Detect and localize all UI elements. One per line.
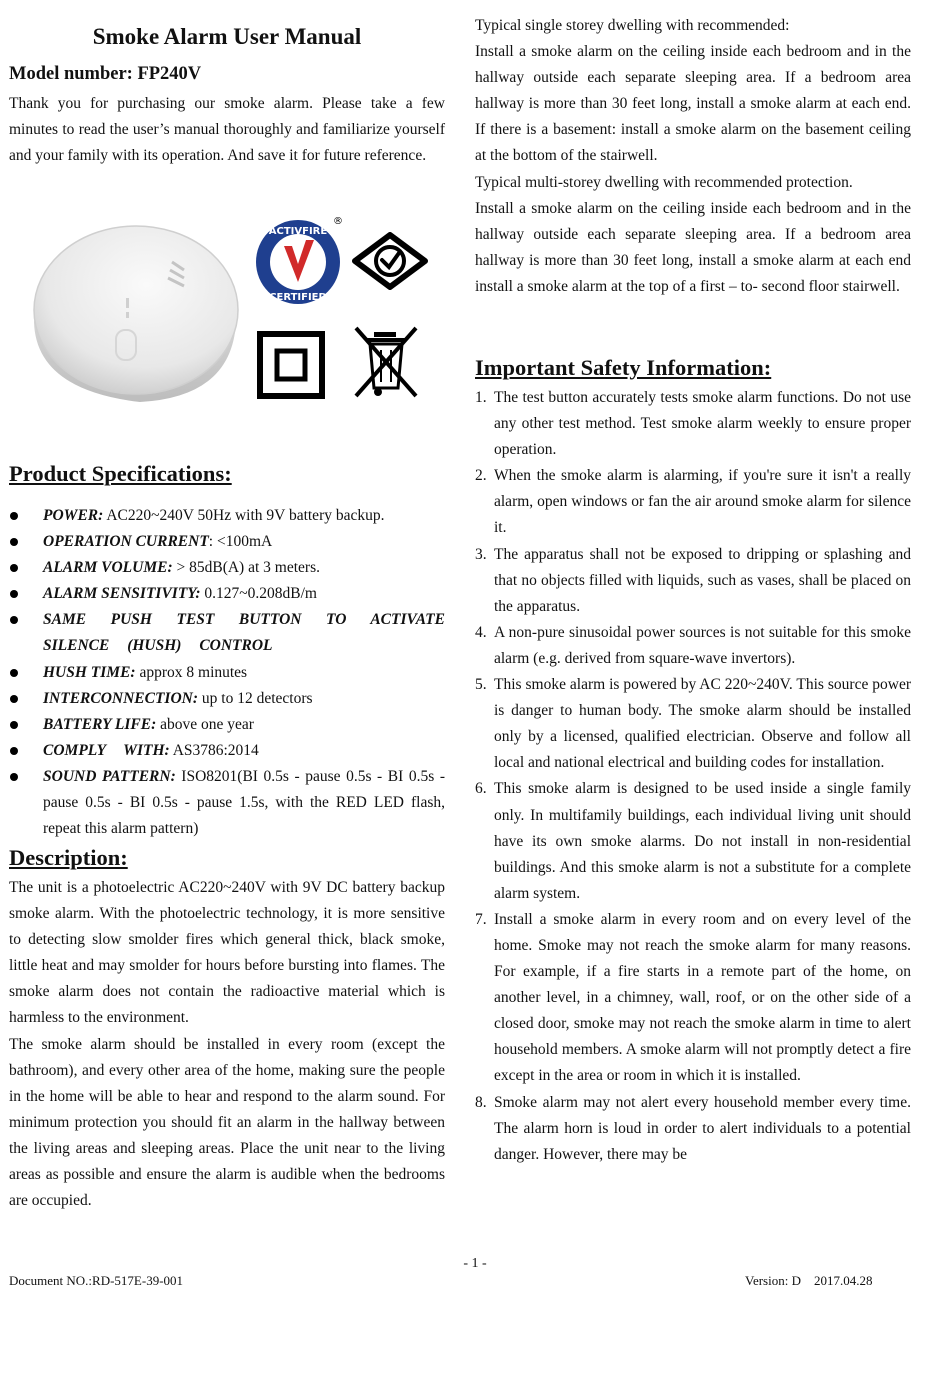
spec-label: BATTERY LIFE: xyxy=(43,715,157,733)
safety-item-text: This smoke alarm is designed to be used inside a single family only. In multifamily buildings, each individual living unit should have its own smoke alarms. Do not install in non-residential buildings. And this smoke alarm is not a substitute for a complete alarm system. xyxy=(494,780,911,902)
safety-item-text: This smoke alarm is powered by AC 220~240V. This source power is danger to human body. The smoke alarm should be installed only by a licensed, qualified electrician. Observe and follow all local and national electrical and building codes for installation. xyxy=(494,676,911,772)
spec-label: COMPLY WITH: xyxy=(43,741,170,759)
spec-value: 0.127~0.208dB/m xyxy=(200,585,317,603)
spec-value: up to 12 detectors xyxy=(198,689,313,707)
rcm-compliance-icon xyxy=(352,232,428,290)
description-paragraph-1: The unit is a photoelectric AC220~240V with 9V DC battery backup smoke alarm. With the photoelectric technology, it is more sensitive to detecting slow smolder fires which general thick, black smoke, little heat and may smolder for hours before bursting into flames. The smoke alarm does not contain the radioactive material which is harmless to the environment. xyxy=(9,879,445,1027)
safety-item-number: 8. xyxy=(475,1093,487,1111)
safety-item-text: Smoke alarm may not alert every household member every time. The alarm horn is loud in order to alert individuals to a potential danger. However, there may be xyxy=(494,1093,911,1163)
spec-item xyxy=(9,686,445,712)
spec-item xyxy=(9,581,445,607)
dwelling-recommendations xyxy=(475,13,911,300)
spec-item xyxy=(9,555,445,581)
safety-item xyxy=(475,776,911,906)
safety-item xyxy=(475,463,911,541)
spec-label: HUSH TIME: xyxy=(43,663,136,681)
spec-item xyxy=(9,529,445,555)
safety-item xyxy=(475,385,911,463)
safety-item-number: 7. xyxy=(475,910,487,928)
page-number: - 1 - xyxy=(463,1256,487,1271)
safety-item-text: A non-pure sinusoidal power sources is not suitable for this smoke alarm (e.g. derived from square-wave invertors). xyxy=(494,623,911,667)
safety-item-text: When the smoke alarm is alarming, if you're sure it isn't a really alarm, open windows or fan the air around smoke alarm for silence it. xyxy=(494,467,911,537)
safety-item-text: Install a smoke alarm in every room and on every level of the home. Smoke may not reach the smoke alarm for many reasons. For example, if a fire starts in a remote part of the home, on another level, in a chimney, wall, roof, or on the other side of a closed door, smoke may not reach the smoke alarm in time to alert household members. A smoke alarm will not promptly detect a fire except in the area or room in which it is installed. xyxy=(494,910,911,1085)
spec-label: SOUND PATTERN: xyxy=(43,767,176,785)
spec-value: AS3786:2014 xyxy=(169,741,259,759)
safety-item-number: 4. xyxy=(475,623,487,641)
spec-label: OPERATION CURRENT xyxy=(43,533,209,551)
document-title: Smoke Alarm User Manual xyxy=(92,24,362,49)
specs-heading: Product Specifications: xyxy=(9,461,232,486)
activfire-bottom-text: CERTIFIED xyxy=(269,292,327,303)
specs-list xyxy=(9,503,445,842)
spec-item xyxy=(9,503,445,529)
weee-crossed-bin-icon xyxy=(350,322,422,402)
version-info: Version: D 2017.04.28 xyxy=(745,1273,873,1288)
safety-item-number: 5. xyxy=(475,676,487,694)
safety-item-text: The test button accurately tests smoke alarm functions. Do not use any other test method. Test smoke alarm weekly to ensure proper operation. xyxy=(494,389,911,459)
safety-item-text: The apparatus shall not be exposed to dripping or splashing and that no objects filled with liquids, such as vases, shall be placed on the apparatus. xyxy=(494,545,911,615)
safety-list xyxy=(475,385,911,1168)
safety-item-number: 1. xyxy=(475,389,487,406)
spec-label: SAME PUSH TEST BUTTON TO ACTIVATE SILENCE (HUSH) CONTROL xyxy=(43,611,445,655)
spec-value: approx 8 minutes xyxy=(135,663,248,681)
safety-item xyxy=(475,542,911,620)
spec-label: ALARM SENSITIVITY: xyxy=(43,585,201,603)
spec-label: INTERCONNECTION: xyxy=(43,689,199,707)
activfire-certified-logo xyxy=(254,212,344,308)
spec-item xyxy=(9,738,445,764)
activfire-top-text: ACTIVFIRE xyxy=(268,226,328,237)
spec-label: POWER: xyxy=(43,507,104,524)
description-paragraph-2: The smoke alarm should be installed in every room (except the bathroom), and every other area of the home, making sure the people in the home will be able to hear and respond to the alarm sound. For minimum protection you should fit an alarm in the hallway between the living areas and sleeping areas. Place the unit near to the living areas as possible and ensure the alarm is audible when the bedrooms are occupied. xyxy=(9,1035,445,1210)
double-insulation-icon xyxy=(257,331,325,399)
safety-item xyxy=(475,620,911,672)
spec-value: : <100mA xyxy=(208,533,273,551)
single-storey-text: Install a smoke alarm on the ceiling inside each bedroom and in the hallway outside each separate sleeping area. If a bedroom area hallway is more than 30 feet long, install a smoke alarm at each end. If there is a basement: install a smoke alarm on the basement ceiling at the bottom of the stairwell. xyxy=(475,43,911,165)
smoke-alarm-photo xyxy=(22,212,242,412)
model-number: Model number: FP240V xyxy=(9,64,202,84)
spec-value: above one year xyxy=(156,715,254,733)
registered-mark: ® xyxy=(333,216,343,227)
safety-item-number: 2. xyxy=(475,467,487,485)
intro-paragraph: Thank you for purchasing our smoke alarm. Please take a few minutes to read the user’s manual thoroughly and familiarize yourself and your family with its operation. And save it for future reference. xyxy=(9,95,445,165)
spec-value: > 85dB(A) at 3 meters. xyxy=(172,559,320,577)
spec-label: ALARM VOLUME: xyxy=(43,559,173,577)
description-body xyxy=(9,875,445,1214)
safety-item-number: 6. xyxy=(475,780,487,798)
safety-item-number: 3. xyxy=(475,545,487,563)
document-number: Document NO.:RD-517E-39-001 xyxy=(9,1273,184,1288)
safety-heading: Important Safety Information: xyxy=(475,355,772,380)
safety-item xyxy=(475,907,911,1090)
spec-item xyxy=(9,712,445,738)
spec-item xyxy=(9,764,445,842)
spec-value: ISO8201(BI 0.5s - pause 0.5s - BI 0.5s - pause 0.5s - BI 0.5s - pause 1.5s, with the RED LED flash, repeat this alarm pattern) xyxy=(43,767,445,838)
spec-item xyxy=(9,607,445,659)
description-heading: Description: xyxy=(9,845,128,870)
multi-storey-text: Install a smoke alarm on the ceiling inside each bedroom and in the hallway outside each separate sleeping area. If a bedroom area hallway is more than 30 feet long, install a smoke alarm at each end install a smoke alarm at the top of a first – to- second floor stairwell. xyxy=(475,199,911,295)
spec-item xyxy=(9,660,445,686)
spec-value: AC220~240V 50Hz with 9V battery backup. xyxy=(103,507,385,524)
safety-item xyxy=(475,672,911,776)
single-storey-heading: Typical single storey dwelling with recommended: xyxy=(475,17,790,34)
multi-storey-heading: Typical multi-storey dwelling with recommended protection. xyxy=(475,173,853,191)
safety-item xyxy=(475,1090,911,1168)
